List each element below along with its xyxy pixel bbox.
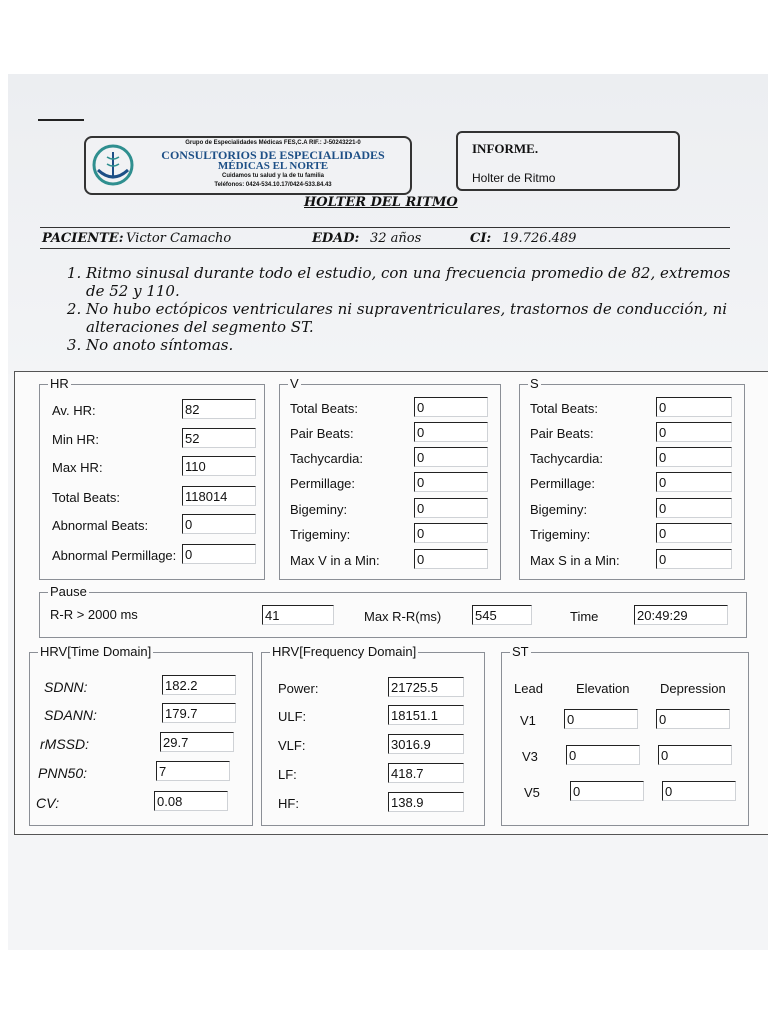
- v-value-field: 0: [414, 397, 488, 417]
- st-header-depression: Depression: [660, 681, 726, 696]
- clinic-logo-box: [84, 136, 412, 195]
- s-row-label: Pair Beats:: [530, 426, 594, 441]
- hr-row-label: Abnormal Beats:: [52, 518, 149, 533]
- hrv-time-field: 7: [156, 761, 230, 781]
- hrv-time-field: 182.2: [162, 675, 236, 695]
- clinic-name-line1: CONSULTORIOS DE ESPECIALIDADES: [161, 148, 385, 162]
- hr-value-field: 110: [182, 456, 256, 476]
- s-row-label: Tachycardia:: [530, 451, 603, 466]
- s-value-field: 0: [656, 498, 732, 518]
- st-depression-field: 0: [656, 709, 730, 729]
- s-value-field: 0: [656, 397, 732, 417]
- v-row-label: Total Beats:: [290, 401, 358, 416]
- hrv-time-label: SDANN:: [44, 707, 97, 723]
- report-title: HOLTER DEL RITMO: [304, 195, 458, 210]
- finding-item: 1. Ritmo sinusal durante todo el estudio, con una frecuencia promedio de 82, extremos de 52 y 110.: [86, 264, 752, 300]
- st-depression-field: 0: [658, 745, 732, 765]
- hrv-freq-field: 138.9: [388, 792, 464, 812]
- v-value-field: 0: [414, 498, 488, 518]
- ci-value: 19.726.489: [502, 231, 577, 246]
- s-row-label: Max S in a Min:: [530, 553, 620, 568]
- hr-value-field: 52: [182, 428, 256, 448]
- hrv-time-label: SDNN:: [44, 679, 88, 695]
- s-value-field: 0: [656, 472, 732, 492]
- pause-time-label: Time: [570, 609, 599, 624]
- hrv-freq-label: ULF:: [278, 709, 307, 724]
- hrv-freq-group-title: HRV[Frequency Domain]: [272, 644, 417, 659]
- st-header-lead: Lead: [514, 681, 543, 696]
- st-elevation-field: 0: [570, 781, 644, 801]
- hrv-freq-label: LF:: [278, 767, 297, 782]
- v-row-label: Bigeminy:: [290, 502, 348, 517]
- s-row-label: Trigeminy:: [530, 527, 591, 542]
- s-group: [519, 376, 745, 580]
- patient-value: Victor Camacho: [126, 231, 232, 246]
- finding-item: 3. No anoto síntomas.: [86, 336, 752, 354]
- finding-item: 2. No hubo ectópicos ventriculares ni supraventriculares, trastornos de conducción, ni alteraciones del segmento ST.: [86, 300, 752, 336]
- v-value-field: 0: [414, 472, 488, 492]
- hrv-freq-group: [261, 644, 485, 826]
- clinic-name-line2: MÉDICAS EL NORTE: [217, 160, 329, 172]
- informe-title: INFORME.: [472, 141, 539, 156]
- hr-row-label: Max HR:: [52, 460, 103, 475]
- s-row-label: Total Beats:: [530, 401, 598, 416]
- st-depression-field: 0: [662, 781, 736, 801]
- clinic-phones: Teléfonos: 0424-534.10.17/0424-533.84.43: [214, 182, 332, 188]
- hrv-time-field: 179.7: [162, 703, 236, 723]
- v-row-label: Trigeminy:: [290, 527, 351, 542]
- s-value-field: 0: [656, 422, 732, 442]
- st-lead-label: V3: [522, 749, 538, 764]
- informe-box: [456, 131, 680, 191]
- v-value-field: 0: [414, 549, 488, 569]
- hrv-freq-label: Power:: [278, 681, 319, 696]
- st-elevation-field: 0: [566, 745, 640, 765]
- informe-subtitle: Holter de Ritmo: [472, 171, 556, 185]
- st-elevation-field: 0: [564, 709, 638, 729]
- s-row-label: Bigeminy:: [530, 502, 588, 517]
- st-group-title: ST: [512, 644, 529, 659]
- pause-rr-label: R-R > 2000 ms: [50, 607, 138, 622]
- s-row-label: Permillage:: [530, 476, 596, 491]
- hrv-time-group-title: HRV[Time Domain]: [40, 644, 152, 659]
- st-lead-label: V1: [520, 713, 536, 728]
- hrv-time-label: rMSSD:: [40, 736, 89, 752]
- hrv-freq-label: HF:: [278, 796, 299, 811]
- pause-max-label: Max R-R(ms): [364, 609, 442, 624]
- hr-row-label: Min HR:: [52, 432, 99, 447]
- st-group: [501, 644, 749, 826]
- divider-line: [40, 227, 730, 228]
- hr-value-field: 118014: [182, 486, 256, 506]
- hr-row-label: Av. HR:: [52, 403, 96, 418]
- hr-group-title: HR: [50, 376, 69, 391]
- pause-rr-field: 41: [262, 605, 334, 625]
- v-value-field: 0: [414, 422, 488, 442]
- hr-row-label: Abnormal Permillage:: [52, 548, 177, 563]
- hr-value-field: 82: [182, 399, 256, 419]
- clinic-slogan: Cuidamos tu salud y la de tu familia: [221, 173, 325, 179]
- hrv-freq-field: 3016.9: [388, 734, 464, 754]
- age-value: 32 años: [370, 231, 422, 246]
- v-row-label: Max V in a Min:: [290, 553, 380, 568]
- v-value-field: 0: [414, 523, 488, 543]
- pause-max-field: 545: [472, 605, 532, 625]
- s-group-title: S: [530, 376, 539, 391]
- v-value-field: 0: [414, 447, 488, 467]
- v-row-label: Tachycardia:: [290, 451, 363, 466]
- pause-group-title: Pause: [50, 584, 87, 599]
- st-lead-label: V5: [524, 785, 540, 800]
- hrv-freq-field: 21725.5: [388, 677, 464, 697]
- hr-row-label: Total Beats:: [52, 490, 120, 505]
- ci-label: CI:: [470, 231, 492, 246]
- hrv-freq-field: 418.7: [388, 763, 464, 783]
- s-value-field: 0: [656, 447, 732, 467]
- v-row-label: Pair Beats:: [290, 426, 354, 441]
- st-header-elevation: Elevation: [576, 681, 630, 696]
- clinic-group-line: Grupo de Especialidades Médicas FES,C.A RIF.: J-50243221-0: [185, 140, 361, 146]
- v-row-label: Permillage:: [290, 476, 356, 491]
- holter-results-panel: [14, 371, 768, 835]
- findings-list: [62, 264, 752, 354]
- hrv-time-group: [29, 644, 253, 826]
- hrv-freq-label: VLF:: [278, 738, 306, 753]
- hr-value-field: 0: [182, 514, 256, 534]
- hrv-time-field: 0.08: [154, 791, 228, 811]
- clinic-emblem-icon: [92, 144, 134, 186]
- age-label: EDAD:: [312, 231, 360, 246]
- v-group: [279, 376, 501, 580]
- divider-line: [40, 248, 730, 249]
- pause-time-field: 20:49:29: [634, 605, 728, 625]
- v-group-title: V: [290, 376, 299, 391]
- s-value-field: 0: [656, 549, 732, 569]
- hrv-time-label: PNN50:: [38, 765, 88, 781]
- hr-value-field: 0: [182, 544, 256, 564]
- hr-group: [39, 376, 265, 580]
- hrv-time-field: 29.7: [160, 732, 234, 752]
- hrv-freq-field: 18151.1: [388, 705, 464, 725]
- pen-mark: [38, 119, 84, 121]
- hrv-time-label: CV:: [36, 795, 60, 811]
- s-value-field: 0: [656, 523, 732, 543]
- pause-group: [39, 584, 747, 638]
- patient-label: PACIENTE:: [42, 231, 124, 246]
